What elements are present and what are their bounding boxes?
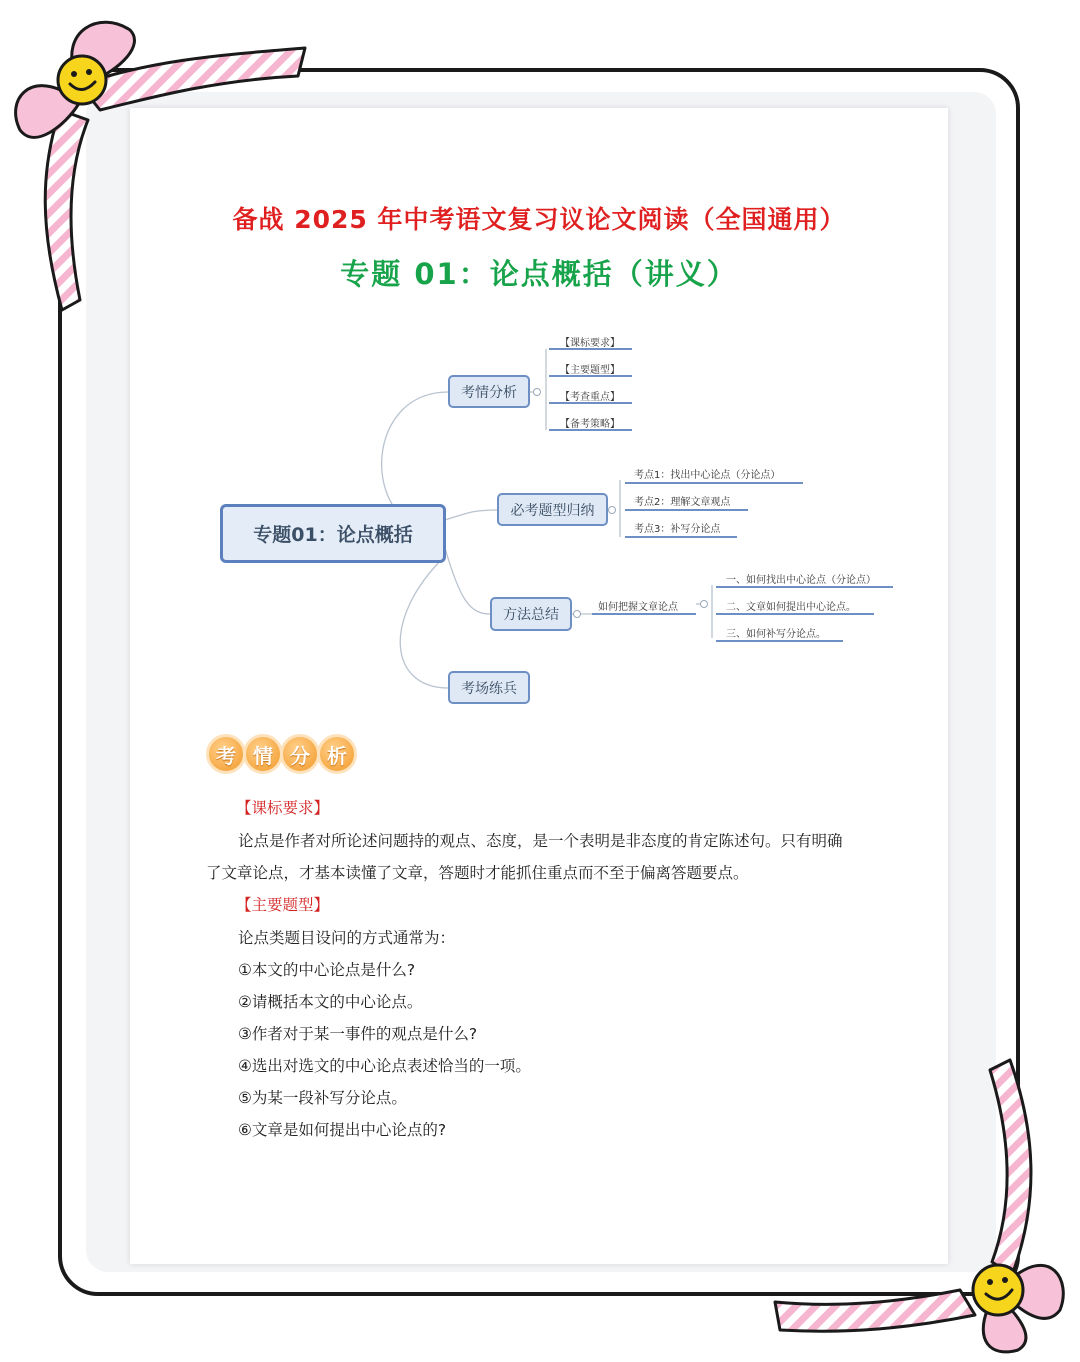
section-badge [206,734,354,774]
mindmap-leaf: 三、如何补写分论点。 [726,629,826,640]
paragraph-line: 论点是作者对所论述问题持的观点、态度，是一个表明是非态度的肯定陈述句。只有明确 [238,832,843,850]
paragraph-line: 论点类题目设问的方式通常为： [238,929,456,947]
list-item: ⑥文章是如何提出中心论点的? [238,1121,447,1139]
bow-ribbon-top-left [0,0,320,330]
section-heading: 【主要题型】 [236,896,330,914]
document-title: 备战 2025 年中考语文复习议论文阅读（全国通用） [232,205,846,234]
list-item: ②请概括本文的中心论点。 [238,993,423,1011]
badge-char: 析 [317,734,357,774]
badge-char: 考 [206,734,246,774]
mindmap-leaf: 【考查重点】 [560,392,620,403]
mindmap-leaf: 考点3：补写分论点 [634,524,721,535]
badge-char: 分 [280,734,320,774]
badge-char: 情 [243,734,283,774]
mindmap-node-question-types: 必考题型归纳 [497,493,608,526]
mindmap-node-analysis: 考情分析 [448,375,530,408]
document-subtitle: 专题 01：论点概括（讲义） [340,257,738,291]
mindmap-node-practice: 考场练兵 [448,671,530,704]
list-item: ①本文的中心论点是什么? [238,961,416,979]
smiley-face-icon [58,56,106,104]
mindmap-root-node: 专题01：论点概括 [220,504,446,563]
mindmap-leaf: 一、如何找出中心论点（分论点） [726,575,876,586]
mindmap-leaf: 【主要题型】 [560,365,620,376]
mindmap-leaf: 二、文章如何提出中心论点。 [726,602,856,613]
list-item: ④选出对选文的中心论点表述恰当的一项。 [238,1057,531,1075]
bow-ribbon-bottom-right [760,1040,1080,1362]
list-item: ③作者对于某一事件的观点是什么? [238,1025,478,1043]
list-item: ⑤为某一段补写分论点。 [238,1089,407,1107]
mindmap-leaf: 考点2：理解文章观点 [634,497,731,508]
smiley-face-icon [973,1265,1023,1315]
mindmap-leaf: 【备考策略】 [560,419,620,430]
mindmap-leaf: 【课标要求】 [560,338,620,349]
mindmap-leaf: 考点1：找出中心论点（分论点） [634,470,781,481]
mindmap-mid-label: 如何把握文章论点 [598,602,678,613]
section-heading: 【课标要求】 [236,799,330,817]
paragraph-line: 了文章论点，才基本读懂了文章，答题时才能抓住重点而不至于偏离答题要点。 [206,864,749,882]
mindmap-node-method-summary: 方法总结 [490,597,572,631]
